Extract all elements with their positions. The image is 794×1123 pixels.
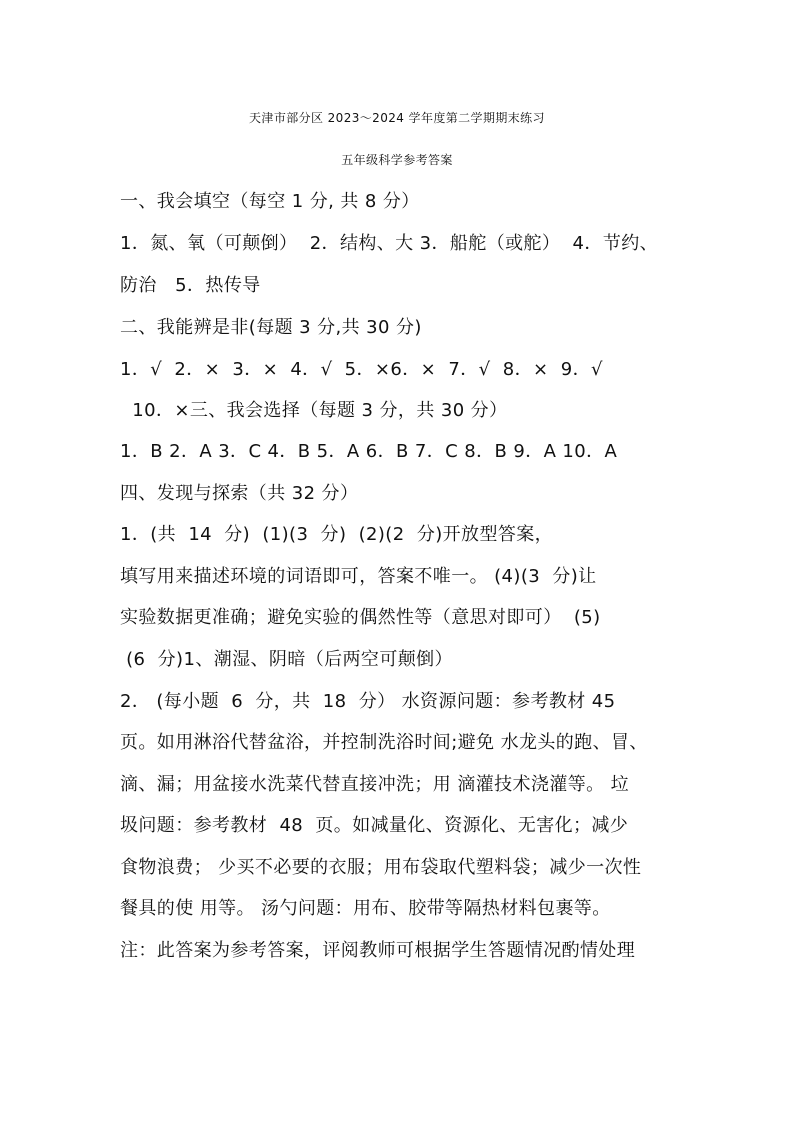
answer-line: 食物浪费； 少买不必要的衣服；用布袋取代塑料袋；减少一次性 [120, 857, 642, 878]
answer-line: 10．×三、我会选择（每题 3 分，共 30 分） [120, 400, 508, 421]
answer-line: 填写用来描述环境的词语即可，答案不唯一。 (4)(3 分)让 [120, 566, 597, 587]
answer-line: 餐具的使 用等。 汤勺问题：用布、胶带等隔热材料包裹等。 [120, 898, 611, 919]
answer-line: 滴、漏；用盆接水洗菜代替直接冲洗；用 滴灌技术浇灌等。 垃 [120, 774, 630, 795]
answer-line: (6 分)1、潮湿、阴暗（后两空可颠倒） [120, 649, 453, 670]
answer-line: 实验数据更准确；避免实验的偶然性等（意思对即可） (5) [120, 607, 601, 628]
answer-line: 1．B 2．A 3．C 4．B 5．A 6．B 7．C 8．B 9．A 10．A [120, 441, 618, 462]
answer-line: 1．氮、氧（可颠倒） 2．结构、大 3．船舵（或舵） 4．节约、 [120, 233, 659, 254]
note-line: 注：此答案为参考答案，评阅教师可根据学生答题情况酌情处理 [120, 940, 636, 961]
section-heading-explore: 四、发现与探索（共 32 分） [120, 483, 359, 504]
answer-line: 1．√ 2．× 3．× 4．√ 5．×6．× 7．√ 8．× 9．√ [120, 359, 603, 380]
document-subtitle: 五年级科学参考答案 [341, 153, 453, 167]
answer-line: 防治 5．热传导 [120, 275, 261, 296]
answer-line: 圾问题：参考教材 48 页。如减量化、资源化、无害化；减少 [120, 815, 629, 836]
document-title: 天津市部分区 2023～2024 学年度第二学期期末练习 [249, 111, 545, 125]
answer-line: 2． (每小题 6 分，共 18 分） 水资源问题：参考教材 45 [120, 691, 616, 712]
section-heading-true-false: 二、我能辨是非(每题 3 分,共 30 分) [120, 317, 422, 338]
answer-line: 页。如用淋浴代替盆浴，并控制洗浴时间;避免 水龙头的跑、冒、 [120, 732, 648, 753]
section-heading-fill-blank: 一、我会填空（每空 1 分, 共 8 分） [120, 191, 420, 212]
answer-line: 1．(共 14 分) (1)(3 分) (2)(2 分)开放型答案， [120, 524, 554, 545]
